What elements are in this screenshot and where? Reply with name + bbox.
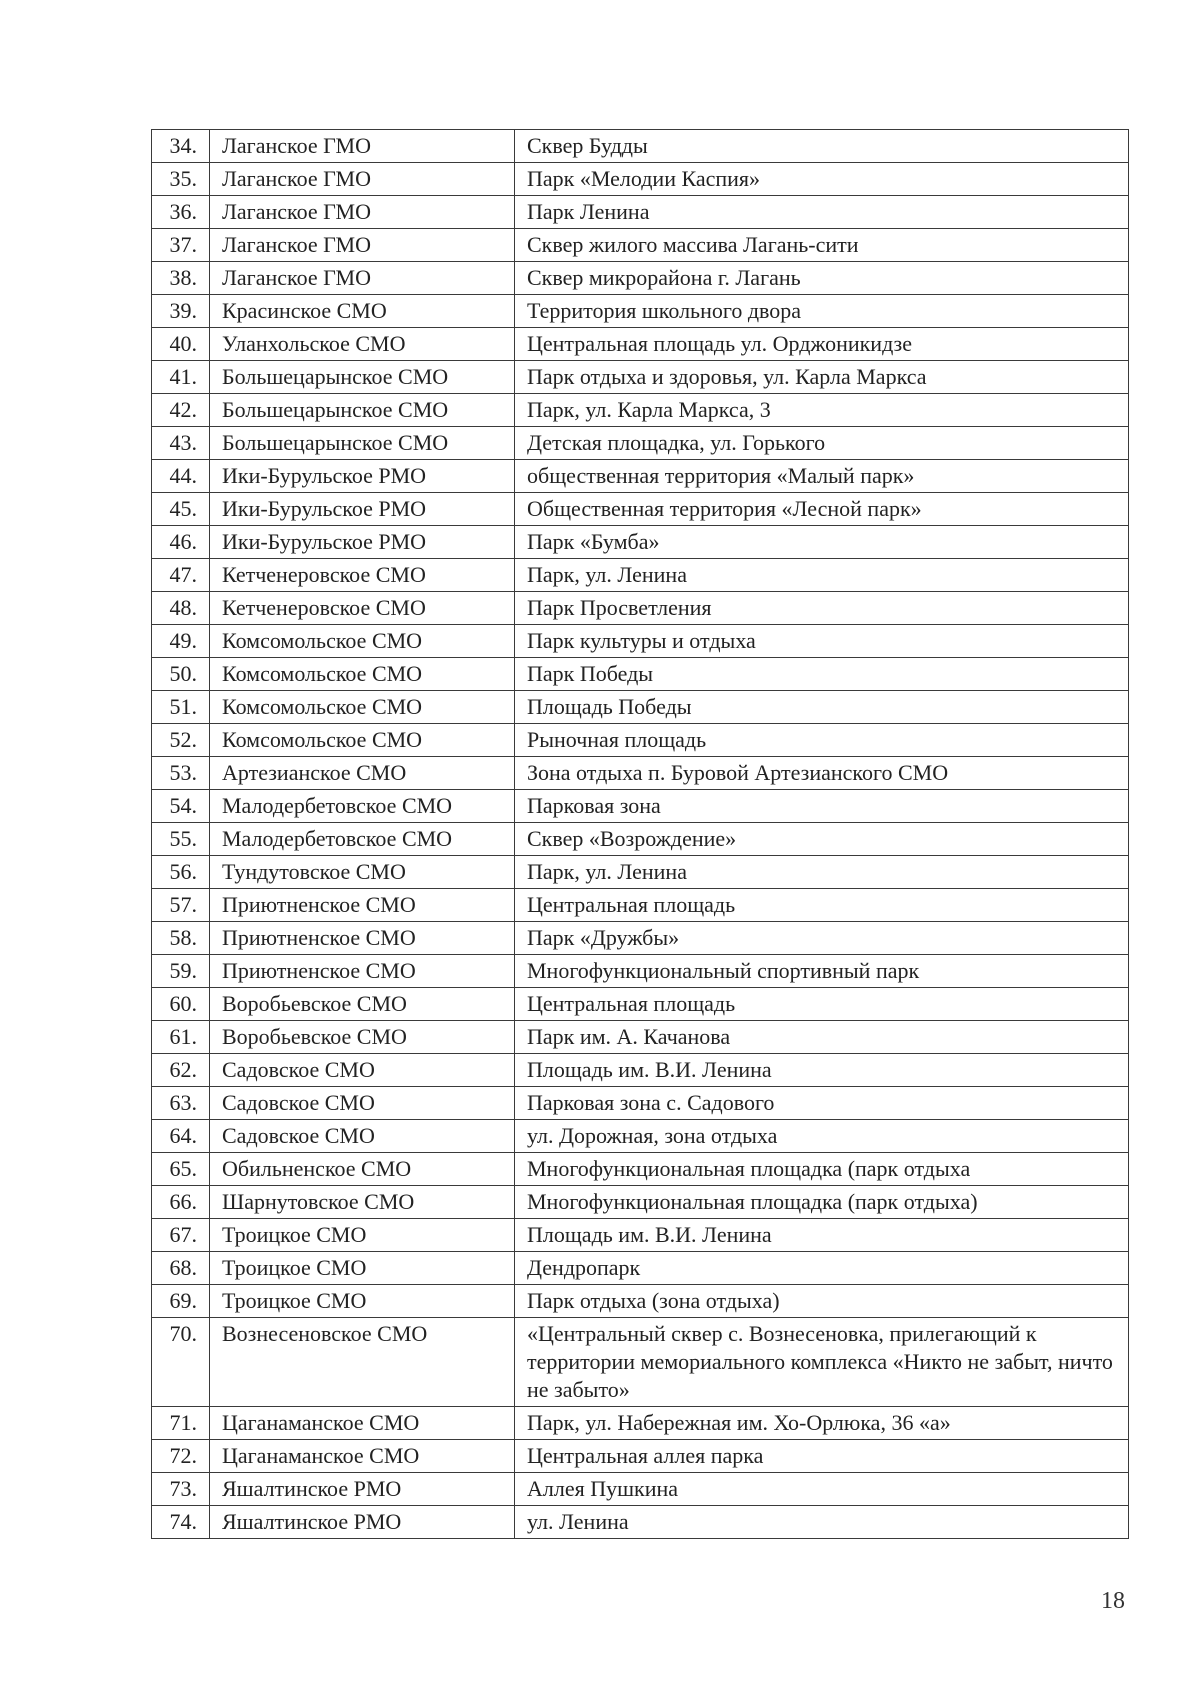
table-row xyxy=(152,526,1129,559)
place-cell: Общественная территория «Лесной парк» xyxy=(515,493,1129,526)
place-cell: Парк Победы xyxy=(515,658,1129,691)
municipality-cell: Артезианское СМО xyxy=(210,757,515,790)
municipality-cell: Комсомольское СМО xyxy=(210,658,515,691)
municipality-cell: Кетченеровское СМО xyxy=(210,559,515,592)
row-number: 43. xyxy=(152,427,210,460)
row-number: 34. xyxy=(152,130,210,163)
row-number: 53. xyxy=(152,757,210,790)
place-cell: Сквер микрорайона г. Лагань xyxy=(515,262,1129,295)
place-cell: Территория школьного двора xyxy=(515,295,1129,328)
place-cell: Многофункциональная площадка (парк отдыха) xyxy=(515,1186,1129,1219)
place-cell: Парк «Бумба» xyxy=(515,526,1129,559)
row-number: 58. xyxy=(152,922,210,955)
table-row xyxy=(152,361,1129,394)
row-number: 35. xyxy=(152,163,210,196)
municipality-cell: Обильненское СМО xyxy=(210,1153,515,1186)
place-cell: Рыночная площадь xyxy=(515,724,1129,757)
table-row xyxy=(152,1021,1129,1054)
table-row xyxy=(152,889,1129,922)
place-cell: Парк им. А. Качанова xyxy=(515,1021,1129,1054)
place-cell: Парк Просветления xyxy=(515,592,1129,625)
municipality-cell: Шарнутовское СМО xyxy=(210,1186,515,1219)
place-cell: Парк, ул. Ленина xyxy=(515,856,1129,889)
row-number: 46. xyxy=(152,526,210,559)
table-row xyxy=(152,262,1129,295)
municipality-cell: Ики-Бурульское РМО xyxy=(210,526,515,559)
row-number: 38. xyxy=(152,262,210,295)
place-cell: Парковая зона с. Садового xyxy=(515,1087,1129,1120)
place-cell: Сквер Будды xyxy=(515,130,1129,163)
municipality-cell: Приютненское СМО xyxy=(210,889,515,922)
municipality-cell: Цаганаманское СМО xyxy=(210,1440,515,1473)
municipality-cell: Троицкое СМО xyxy=(210,1252,515,1285)
municipality-cell: Троицкое СМО xyxy=(210,1285,515,1318)
table-row xyxy=(152,229,1129,262)
municipality-cell: Лаганское ГМО xyxy=(210,196,515,229)
place-cell: «Центральный сквер с. Вознесеновка, прилегающий к территории мемориального комплекса «Никто не забыт, ничто не забыто» xyxy=(515,1318,1129,1407)
municipality-cell: Большецарынское СМО xyxy=(210,427,515,460)
place-cell: Детская площадка, ул. Горького xyxy=(515,427,1129,460)
row-number: 60. xyxy=(152,988,210,1021)
municipality-cell: Большецарынское СМО xyxy=(210,361,515,394)
table-row xyxy=(152,955,1129,988)
table-row xyxy=(152,394,1129,427)
table-row xyxy=(152,724,1129,757)
place-cell: Многофункциональная площадка (парк отдыха xyxy=(515,1153,1129,1186)
place-cell: Центральная площадь xyxy=(515,889,1129,922)
row-number: 39. xyxy=(152,295,210,328)
table-row xyxy=(152,1473,1129,1506)
row-number: 42. xyxy=(152,394,210,427)
place-cell: Парковая зона xyxy=(515,790,1129,823)
row-number: 70. xyxy=(152,1318,210,1407)
table-row xyxy=(152,988,1129,1021)
place-cell: Площадь им. В.И. Ленина xyxy=(515,1219,1129,1252)
table-row xyxy=(152,1440,1129,1473)
municipality-cell: Воробьевское СМО xyxy=(210,1021,515,1054)
place-cell: Центральная площадь ул. Орджоникидзе xyxy=(515,328,1129,361)
row-number: 63. xyxy=(152,1087,210,1120)
municipality-cell: Уланхольское СМО xyxy=(210,328,515,361)
table-row xyxy=(152,658,1129,691)
municipality-cell: Вознесеновское СМО xyxy=(210,1318,515,1407)
table-row xyxy=(152,691,1129,724)
row-number: 69. xyxy=(152,1285,210,1318)
table-row xyxy=(152,559,1129,592)
row-number: 37. xyxy=(152,229,210,262)
row-number: 71. xyxy=(152,1407,210,1440)
municipality-cell: Лаганское ГМО xyxy=(210,163,515,196)
table-row xyxy=(152,163,1129,196)
table-row xyxy=(152,625,1129,658)
place-cell: Сквер жилого массива Лагань-сити xyxy=(515,229,1129,262)
table-row xyxy=(152,295,1129,328)
table-row xyxy=(152,1186,1129,1219)
table-row xyxy=(152,328,1129,361)
municipality-cell: Яшалтинское РМО xyxy=(210,1506,515,1539)
municipality-cell: Малодербетовское СМО xyxy=(210,790,515,823)
place-cell: ул. Ленина xyxy=(515,1506,1129,1539)
place-cell: ул. Дорожная, зона отдыха xyxy=(515,1120,1129,1153)
municipality-cell: Яшалтинское РМО xyxy=(210,1473,515,1506)
table-row xyxy=(152,460,1129,493)
place-cell: Зона отдыха п. Буровой Артезианского СМО xyxy=(515,757,1129,790)
municipality-cell: Приютненское СМО xyxy=(210,955,515,988)
table-row xyxy=(152,493,1129,526)
table-row xyxy=(152,1153,1129,1186)
municipality-cell: Кетченеровское СМО xyxy=(210,592,515,625)
row-number: 45. xyxy=(152,493,210,526)
row-number: 72. xyxy=(152,1440,210,1473)
row-number: 52. xyxy=(152,724,210,757)
row-number: 57. xyxy=(152,889,210,922)
place-cell: Парк отдыха (зона отдыха) xyxy=(515,1285,1129,1318)
table-row xyxy=(152,427,1129,460)
municipality-cell: Лаганское ГМО xyxy=(210,229,515,262)
table-row xyxy=(152,757,1129,790)
page-number: 18 xyxy=(1101,1588,1125,1614)
table-row xyxy=(152,1120,1129,1153)
place-cell: Парк, ул. Карла Маркса, 3 xyxy=(515,394,1129,427)
place-cell: Площадь Победы xyxy=(515,691,1129,724)
row-number: 49. xyxy=(152,625,210,658)
table-row xyxy=(152,1407,1129,1440)
row-number: 67. xyxy=(152,1219,210,1252)
row-number: 61. xyxy=(152,1021,210,1054)
row-number: 54. xyxy=(152,790,210,823)
row-number: 73. xyxy=(152,1473,210,1506)
municipality-cell: Цаганаманское СМО xyxy=(210,1407,515,1440)
table-row xyxy=(152,790,1129,823)
place-cell: Парк «Дружбы» xyxy=(515,922,1129,955)
row-number: 55. xyxy=(152,823,210,856)
places-table-body xyxy=(152,130,1129,1539)
table-row xyxy=(152,1252,1129,1285)
row-number: 40. xyxy=(152,328,210,361)
table-row xyxy=(152,1285,1129,1318)
place-cell: Парк отдыха и здоровья, ул. Карла Маркса xyxy=(515,361,1129,394)
table-row xyxy=(152,1318,1129,1407)
municipality-cell: Комсомольское СМО xyxy=(210,625,515,658)
table-row xyxy=(152,922,1129,955)
municipality-cell: Ики-Бурульское РМО xyxy=(210,493,515,526)
municipality-cell: Садовское СМО xyxy=(210,1054,515,1087)
municipality-cell: Красинское СМО xyxy=(210,295,515,328)
places-table xyxy=(151,129,1129,1539)
municipality-cell: Приютненское СМО xyxy=(210,922,515,955)
municipality-cell: Комсомольское СМО xyxy=(210,724,515,757)
table-row xyxy=(152,1219,1129,1252)
row-number: 59. xyxy=(152,955,210,988)
place-cell: Площадь им. В.И. Ленина xyxy=(515,1054,1129,1087)
place-cell: Центральная площадь xyxy=(515,988,1129,1021)
row-number: 47. xyxy=(152,559,210,592)
row-number: 44. xyxy=(152,460,210,493)
row-number: 62. xyxy=(152,1054,210,1087)
place-cell: Парк, ул. Набережная им. Хо-Орлюка, 36 «а» xyxy=(515,1407,1129,1440)
municipality-cell: Тундутовское СМО xyxy=(210,856,515,889)
table-row xyxy=(152,196,1129,229)
municipality-cell: Большецарынское СМО xyxy=(210,394,515,427)
row-number: 64. xyxy=(152,1120,210,1153)
row-number: 36. xyxy=(152,196,210,229)
place-cell: общественная территория «Малый парк» xyxy=(515,460,1129,493)
place-cell: Парк Ленина xyxy=(515,196,1129,229)
place-cell: Парк культуры и отдыха xyxy=(515,625,1129,658)
place-cell: Парк, ул. Ленина xyxy=(515,559,1129,592)
table-row xyxy=(152,1054,1129,1087)
table-row xyxy=(152,592,1129,625)
row-number: 50. xyxy=(152,658,210,691)
municipality-cell: Комсомольское СМО xyxy=(210,691,515,724)
row-number: 51. xyxy=(152,691,210,724)
row-number: 48. xyxy=(152,592,210,625)
table-row xyxy=(152,823,1129,856)
table-row xyxy=(152,1506,1129,1539)
row-number: 56. xyxy=(152,856,210,889)
place-cell: Дендропарк xyxy=(515,1252,1129,1285)
municipality-cell: Садовское СМО xyxy=(210,1120,515,1153)
municipality-cell: Воробьевское СМО xyxy=(210,988,515,1021)
place-cell: Парк «Мелодии Каспия» xyxy=(515,163,1129,196)
municipality-cell: Лаганское ГМО xyxy=(210,262,515,295)
row-number: 65. xyxy=(152,1153,210,1186)
municipality-cell: Троицкое СМО xyxy=(210,1219,515,1252)
municipality-cell: Лаганское ГМО xyxy=(210,130,515,163)
municipality-cell: Малодербетовское СМО xyxy=(210,823,515,856)
municipality-cell: Садовское СМО xyxy=(210,1087,515,1120)
place-cell: Центральная аллея парка xyxy=(515,1440,1129,1473)
row-number: 68. xyxy=(152,1252,210,1285)
table-row xyxy=(152,1087,1129,1120)
place-cell: Многофункциональный спортивный парк xyxy=(515,955,1129,988)
municipality-cell: Ики-Бурульское РМО xyxy=(210,460,515,493)
row-number: 66. xyxy=(152,1186,210,1219)
row-number: 74. xyxy=(152,1506,210,1539)
row-number: 41. xyxy=(152,361,210,394)
table-row xyxy=(152,130,1129,163)
place-cell: Сквер «Возрождение» xyxy=(515,823,1129,856)
place-cell: Аллея Пушкина xyxy=(515,1473,1129,1506)
table-row xyxy=(152,856,1129,889)
